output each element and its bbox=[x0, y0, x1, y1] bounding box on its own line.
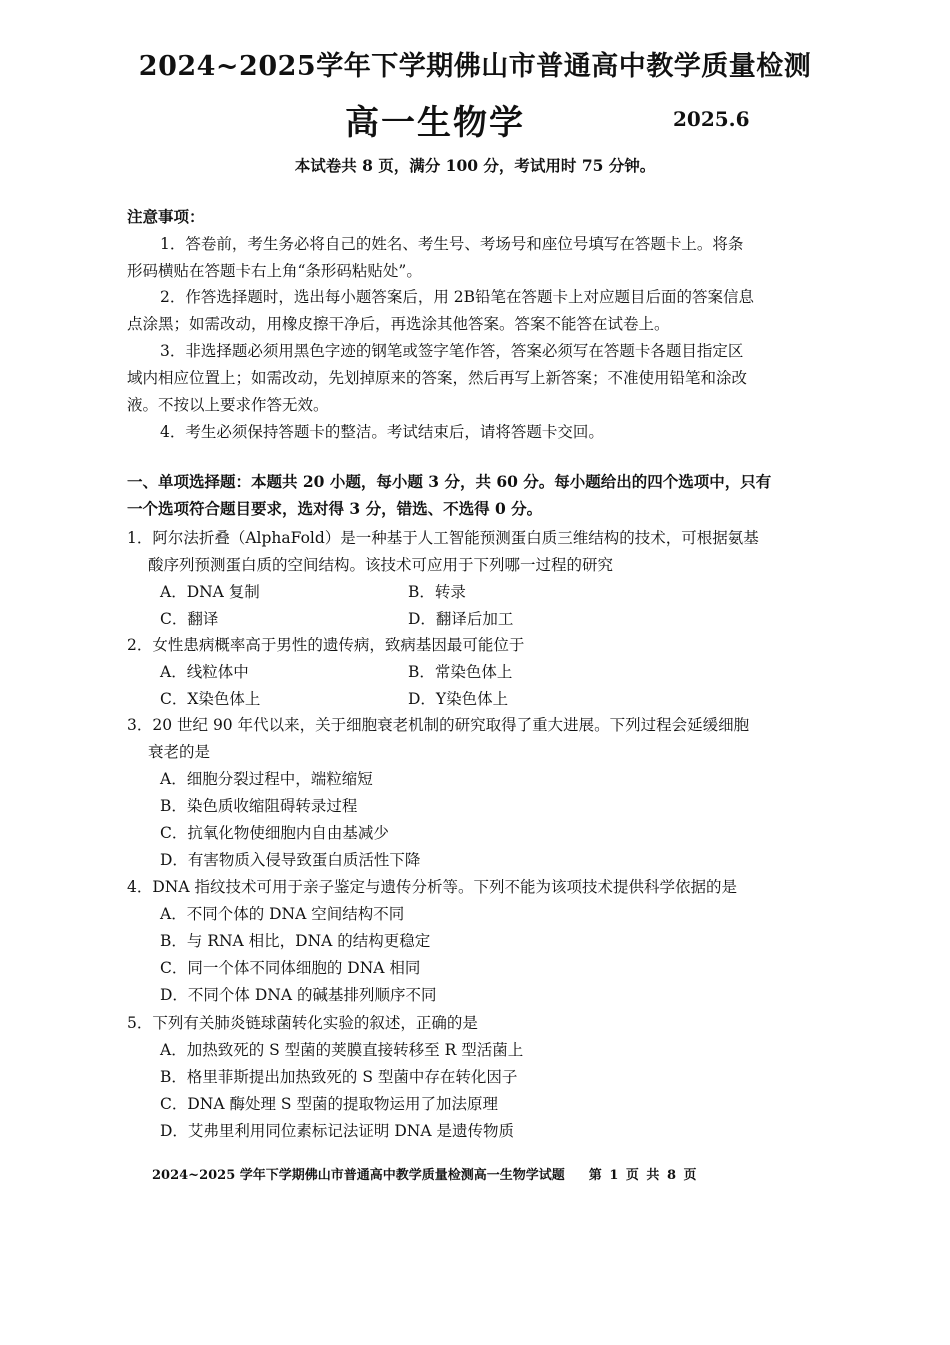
notice-line: 域内相应位置上；如需改动，先划掉原来的答案，然后再写上新答案；不准使用铅笔和涂改 bbox=[127, 369, 748, 387]
question-1-stem: 1．阿尔法折叠（AlphaFold）是一种基于人工智能预测蛋白质三维结构的技术，可根据氨基 bbox=[127, 529, 759, 547]
footer-text: 2024~2025 学年下学期佛山市普通高中教学质量检测高一生物学试题 bbox=[152, 1168, 565, 1183]
notice-line: 1．答卷前，考生务必将自己的姓名、考生号、考场号和座位号填写在答题卡上。将条 bbox=[160, 235, 744, 253]
exam-date: 2025.6 bbox=[673, 107, 750, 131]
page-number: 第 1 页 共 8 页 bbox=[588, 1168, 697, 1183]
question-3-option-a: A．细胞分裂过程中，端粒缩短 bbox=[160, 770, 373, 788]
question-4-option-a: A．不同个体的 DNA 空间结构不同 bbox=[160, 905, 405, 923]
question-3-option-b: B．染色质收缩阻碍转录过程 bbox=[160, 797, 358, 815]
section-heading: 一个选项符合题目要求，选对得 3 分，错选、不选得 0 分。 bbox=[127, 499, 543, 518]
question-4-option-b: B．与 RNA 相比，DNA 的结构更稳定 bbox=[160, 932, 431, 950]
question-1-option-b: B．转录 bbox=[408, 583, 466, 601]
question-2-option-a: A．线粒体中 bbox=[160, 663, 249, 681]
notice-line: 2．作答选择题时，选出每小题答案后，用 2B铅笔在答题卡上对应题目后面的答案信息 bbox=[160, 288, 755, 306]
question-1-option-a: A．DNA 复制 bbox=[160, 583, 260, 601]
question-2-option-c: C．X染色体上 bbox=[160, 690, 261, 708]
page-footer bbox=[152, 1164, 697, 1183]
question-3-option-d: D．有害物质入侵导致蛋白质活性下降 bbox=[160, 851, 421, 869]
question-1-stem: 酸序列预测蛋白质的空间结构。该技术可应用于下列哪一过程的研究 bbox=[148, 556, 614, 574]
question-4-option-c: C．同一个体不同体细胞的 DNA 相同 bbox=[160, 959, 421, 977]
question-3-stem: 衰老的是 bbox=[148, 743, 211, 761]
question-5-stem: 5．下列有关肺炎链球菌转化实验的叙述，正确的是 bbox=[127, 1014, 478, 1032]
exam-summary: 本试卷共 8 页，满分 100 分，考试用时 75 分钟。 bbox=[294, 156, 656, 175]
exam-title: 2024~2025学年下学期佛山市普通高中教学质量检测 bbox=[138, 51, 812, 82]
notice-line: 液。不按以上要求作答无效。 bbox=[127, 396, 329, 414]
question-5-option-a: A．加热致死的 S 型菌的荚膜直接转移至 R 型活菌上 bbox=[160, 1041, 524, 1059]
section-heading: 一、单项选择题：本题共 20 小题，每小题 3 分，共 60 分。每小题给出的四个选项中，只有 bbox=[127, 472, 772, 491]
notice-line: 形码横贴在答题卡右上角“条形码粘贴处”。 bbox=[127, 262, 422, 280]
question-4-stem: 4．DNA 指纹技术可用于亲子鉴定与遗传分析等。下列不能为该项技术提供科学依据的是 bbox=[127, 878, 737, 896]
question-3-stem: 3．20 世纪 90 年代以来，关于细胞衰老机制的研究取得了重大进展。下列过程会延缓细胞 bbox=[127, 716, 750, 734]
question-2-stem: 2．女性患病概率高于男性的遗传病，致病基因最可能位于 bbox=[127, 636, 525, 654]
notice-heading: 注意事项： bbox=[127, 207, 205, 226]
question-3-option-c: C．抗氧化物使细胞内自由基减少 bbox=[160, 824, 389, 842]
question-5-option-c: C．DNA 酶处理 S 型菌的提取物运用了加法原理 bbox=[160, 1095, 498, 1113]
question-2-option-d: D．Y染色体上 bbox=[408, 690, 509, 708]
question-4-option-d: D．不同个体 DNA 的碱基排列顺序不同 bbox=[160, 986, 437, 1004]
question-1-option-d: D．翻译后加工 bbox=[408, 610, 514, 628]
notice-line: 3．非选择题必须用黑色字迹的钢笔或签字笔作答，答案必须写在答题卡各题目指定区 bbox=[160, 342, 744, 360]
subject-title: 高一生物学 bbox=[345, 103, 525, 143]
question-5-option-d: D．艾弗里利用同位素标记法证明 DNA 是遗传物质 bbox=[160, 1122, 514, 1140]
notice-line: 4．考生必须保持答题卡的整洁。考试结束后，请将答题卡交回。 bbox=[160, 423, 604, 441]
question-1-option-c: C．翻译 bbox=[160, 610, 219, 628]
notice-line: 点涂黑；如需改动，用橡皮擦干净后，再选涂其他答案。答案不能答在试卷上。 bbox=[127, 315, 670, 333]
question-5-option-b: B．格里菲斯提出加热致死的 S 型菌中存在转化因子 bbox=[160, 1068, 518, 1086]
question-2-option-b: B．常染色体上 bbox=[408, 663, 513, 681]
